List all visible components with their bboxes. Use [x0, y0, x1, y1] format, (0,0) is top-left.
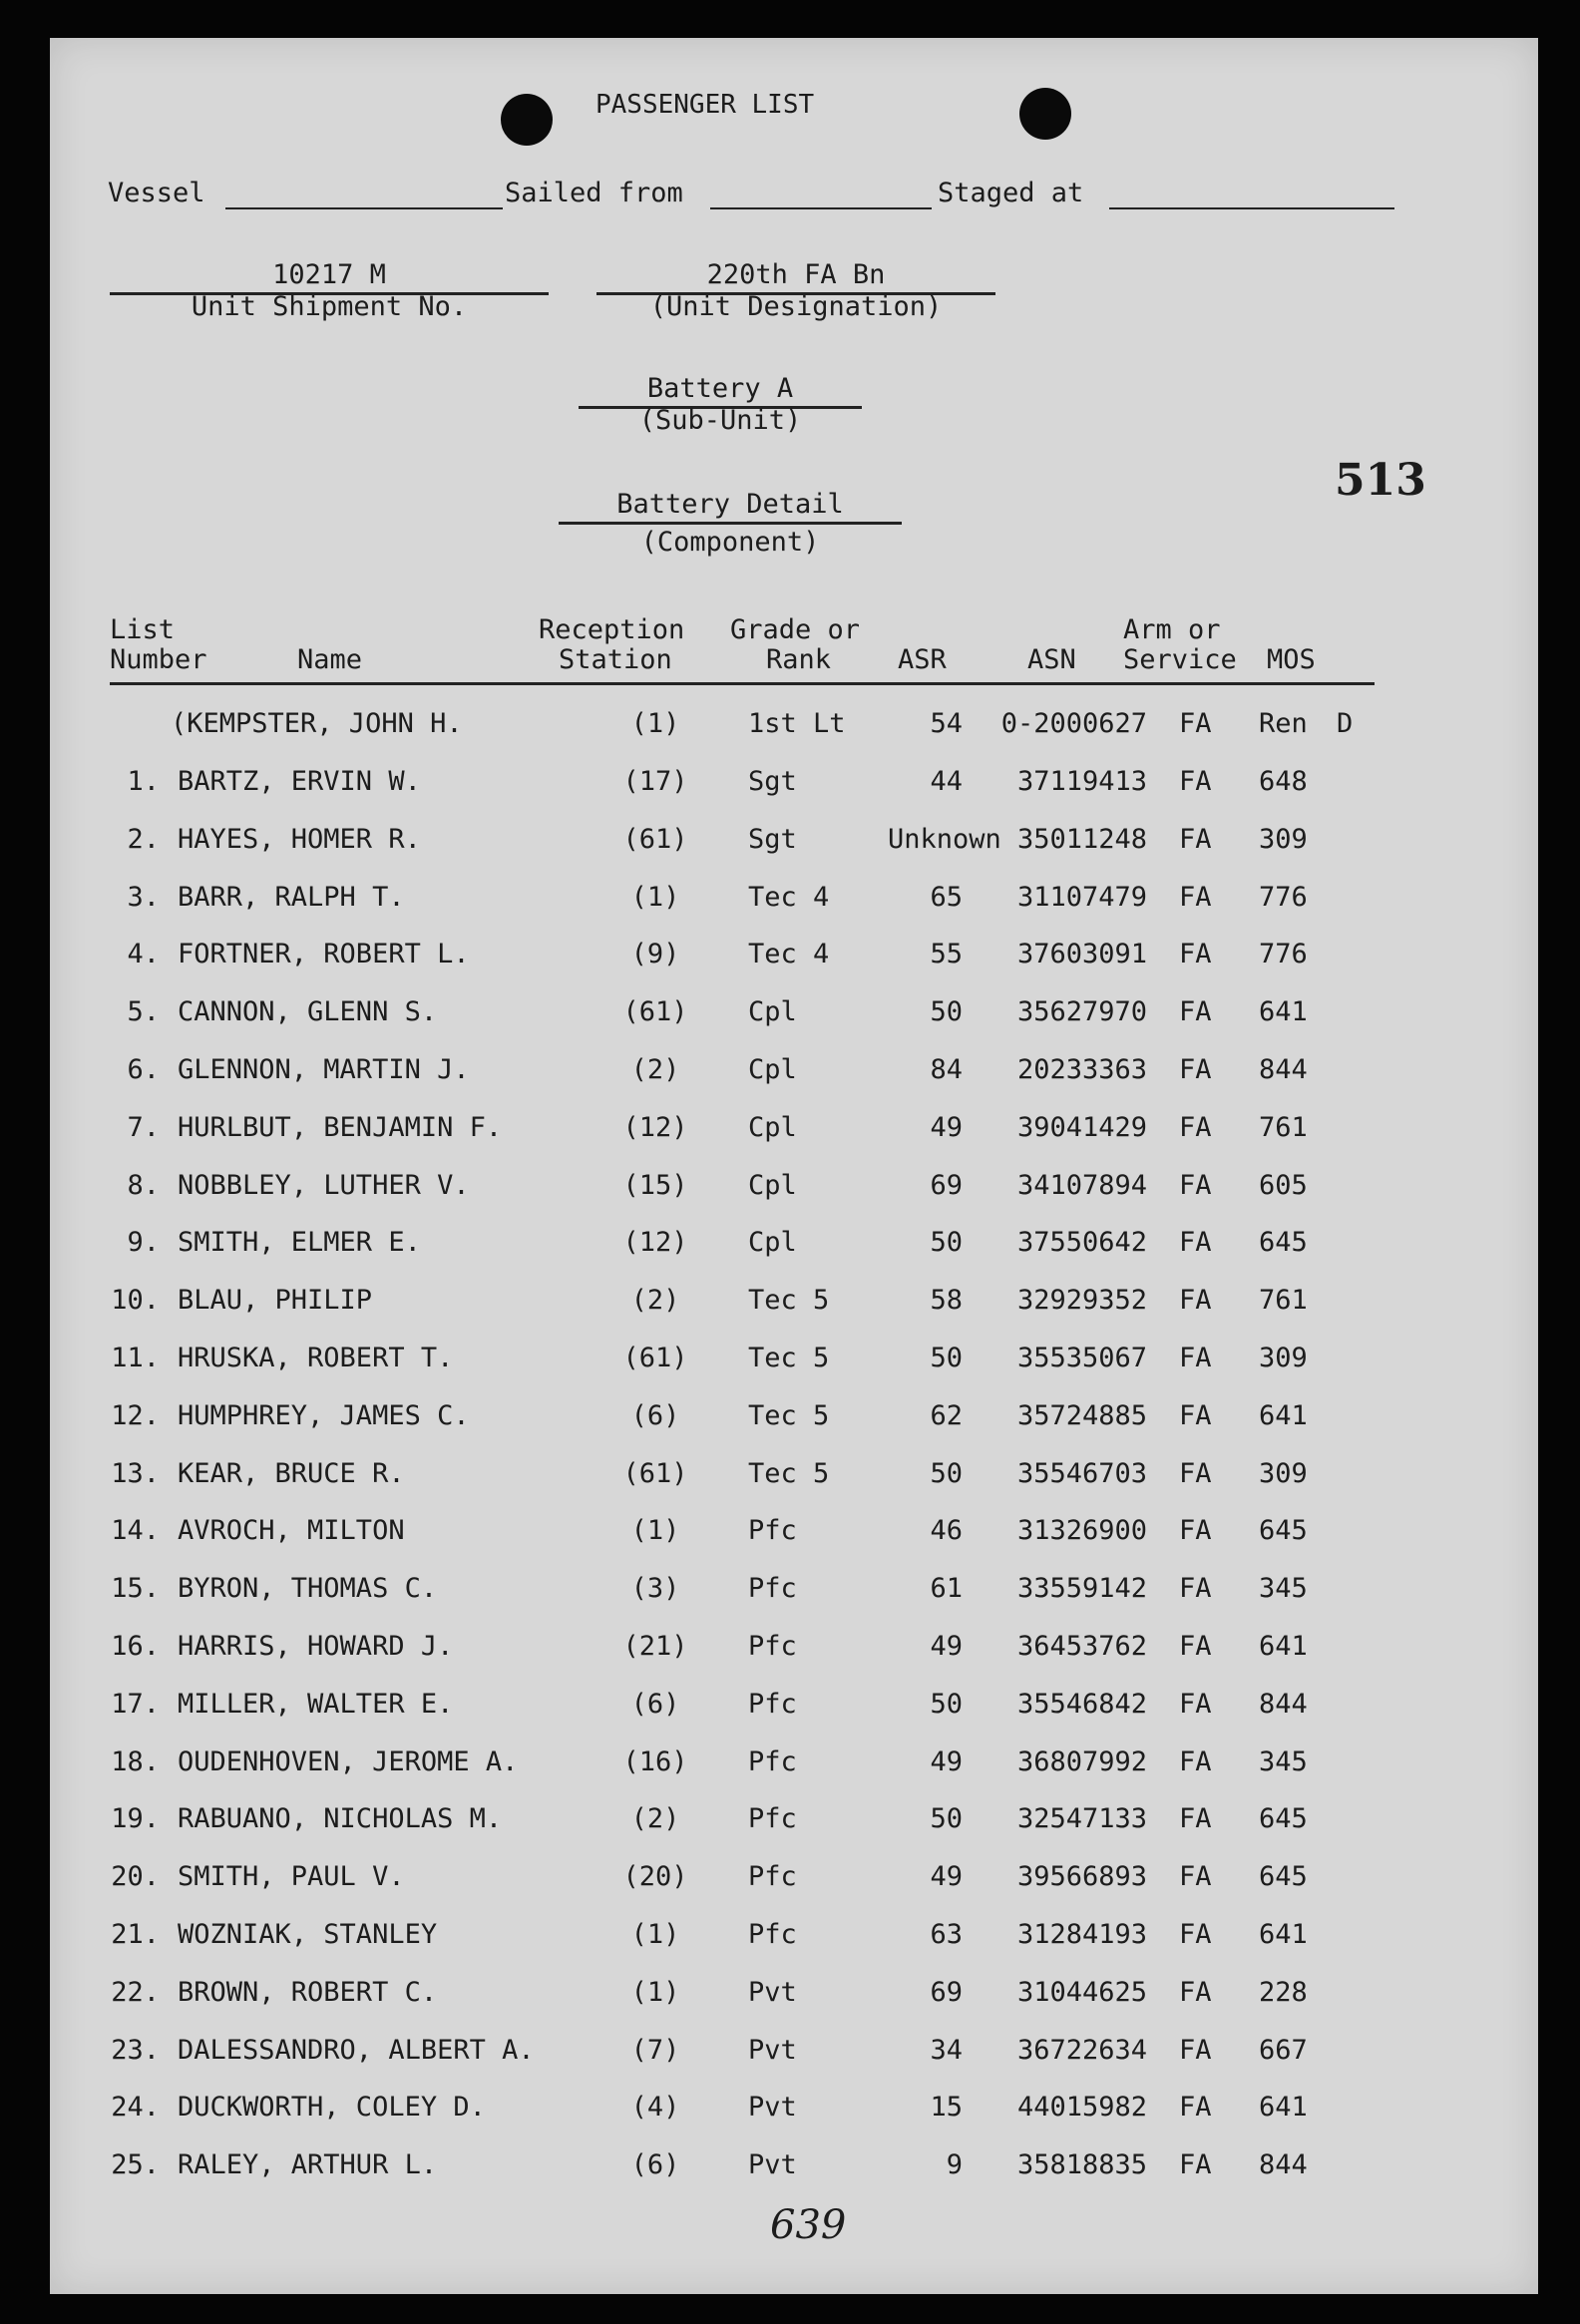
list-number: 20. [111, 1861, 160, 1892]
table-row [50, 1631, 1538, 1671]
list-number: 2. [127, 824, 160, 855]
arm-service: FA [1179, 2035, 1212, 2066]
list-number: 11. [111, 1343, 160, 1373]
punch-hole-left [501, 94, 553, 146]
list-number: 1. [127, 766, 160, 797]
mos: 605 [1259, 1170, 1308, 1201]
sub-unit-label: (Sub-Unit) [638, 405, 802, 436]
asr: 49 [930, 1112, 963, 1143]
grade: Pfc [748, 1861, 797, 1892]
header-asr: ASR [898, 644, 947, 675]
component-rule [559, 522, 902, 525]
officer-asn: 0-2000627 [1000, 708, 1147, 739]
list-number: 24. [111, 2092, 160, 2123]
table-row [50, 1746, 1538, 1786]
arm-service: FA [1179, 1977, 1212, 2008]
asn: 35546703 [1016, 1458, 1147, 1489]
vessel-label: Vessel [108, 178, 205, 208]
arm-service: FA [1179, 1573, 1212, 1604]
grade: Cpl [748, 1227, 797, 1258]
officer-station: (1) [630, 708, 680, 739]
reception-station: (17) [622, 766, 688, 797]
reception-station: (12) [622, 1112, 688, 1143]
grade: Pvt [748, 2092, 797, 2123]
asn: 37550642 [1016, 1227, 1147, 1258]
officer-arm: FA [1179, 708, 1212, 739]
header-asn: ASN [1027, 644, 1076, 675]
mos: 648 [1259, 766, 1308, 797]
list-number: 16. [111, 1631, 160, 1662]
reception-station: (6) [630, 1400, 680, 1431]
list-number: 14. [111, 1515, 160, 1546]
grade: Pfc [748, 1803, 797, 1834]
table-row [50, 1977, 1538, 2017]
mos: 645 [1259, 1227, 1308, 1258]
reception-station: (1) [630, 1515, 680, 1546]
passenger-name: RABUANO, NICHOLAS M. [178, 1803, 503, 1834]
asr: 65 [930, 882, 963, 913]
list-number: 21. [111, 1919, 160, 1950]
mos: 641 [1259, 1631, 1308, 1662]
page-title: PASSENGER LIST [595, 90, 815, 120]
asn: 31284193 [1016, 1919, 1147, 1950]
table-row [50, 1170, 1538, 1210]
passenger-name: BLAU, PHILIP [178, 1285, 373, 1316]
asr: 50 [930, 1227, 963, 1258]
reception-station: (2) [630, 1803, 680, 1834]
asn: 20233363 [1016, 1054, 1147, 1085]
asn: 39041429 [1016, 1112, 1147, 1143]
reception-station: (1) [630, 1977, 680, 2008]
document-page [50, 38, 1538, 2294]
arm-service: FA [1179, 1919, 1212, 1950]
mos: 645 [1259, 1515, 1308, 1546]
officer-grade: 1st Lt [748, 708, 846, 739]
list-number: 25. [111, 2149, 160, 2180]
asr: Unknown [888, 824, 1001, 855]
list-number: 3. [127, 882, 160, 913]
arm-service: FA [1179, 1746, 1212, 1777]
header-mos: MOS [1267, 644, 1316, 675]
mos: 844 [1259, 1054, 1308, 1085]
list-number: 19. [111, 1803, 160, 1834]
grade: Pvt [748, 2149, 797, 2180]
asr: 62 [930, 1400, 963, 1431]
header-grade-or: Grade or [730, 614, 861, 645]
asr: 69 [930, 1977, 963, 2008]
list-number: 18. [111, 1746, 160, 1777]
grade: Pfc [748, 1515, 797, 1546]
list-number: 15. [111, 1573, 160, 1604]
asr: 50 [930, 1458, 963, 1489]
arm-service: FA [1179, 1689, 1212, 1720]
asn: 35011248 [1016, 824, 1147, 855]
mos: 776 [1259, 882, 1308, 913]
asn: 31326900 [1016, 1515, 1147, 1546]
table-row [50, 1803, 1538, 1843]
unit-shipment-number: 10217 M [272, 259, 386, 290]
reception-station: (1) [630, 1919, 680, 1950]
asn: 31107479 [1016, 882, 1147, 913]
arm-service: FA [1179, 1400, 1212, 1431]
mos: 345 [1259, 1746, 1308, 1777]
grade: Pfc [748, 1689, 797, 1720]
arm-service: FA [1179, 1285, 1212, 1316]
punch-hole-right [1019, 88, 1071, 140]
header-list: List [110, 614, 176, 645]
list-number: 6. [127, 1054, 160, 1085]
reception-station: (16) [622, 1746, 688, 1777]
asn: 35818835 [1016, 2149, 1147, 2180]
header-service: Service [1123, 644, 1237, 675]
passenger-name: HARRIS, HOWARD J. [178, 1631, 454, 1662]
mos: 641 [1259, 2092, 1308, 2123]
mos: 309 [1259, 1343, 1308, 1373]
mos: 761 [1259, 1285, 1308, 1316]
passenger-name: BYRON, THOMAS C. [178, 1573, 438, 1604]
passenger-name: BROWN, ROBERT C. [178, 1977, 438, 2008]
reception-station: (15) [622, 1170, 688, 1201]
table-row [50, 882, 1538, 922]
passenger-name: SMITH, PAUL V. [178, 1861, 405, 1892]
arm-service: FA [1179, 1054, 1212, 1085]
grade: Pfc [748, 1746, 797, 1777]
mos: 345 [1259, 1573, 1308, 1604]
table-row [50, 1343, 1538, 1382]
list-number: 4. [127, 939, 160, 969]
table-row [50, 1400, 1538, 1440]
arm-service: FA [1179, 1631, 1212, 1662]
grade: Tec 5 [748, 1400, 830, 1431]
asn: 44015982 [1016, 2092, 1147, 2123]
officer-mos-suffix: D [1337, 708, 1354, 739]
header-station: Station [559, 644, 672, 675]
unit-shipment-label: Unit Shipment No. [191, 291, 468, 322]
passenger-name: SMITH, ELMER E. [178, 1227, 421, 1258]
asn: 36807992 [1016, 1746, 1147, 1777]
grade: Tec 4 [748, 939, 830, 969]
list-number: 22. [111, 1977, 160, 2008]
grade: Pvt [748, 2035, 797, 2066]
passenger-name: KEAR, BRUCE R. [178, 1458, 405, 1489]
grade: Sgt [748, 766, 797, 797]
mos: 228 [1259, 1977, 1308, 2008]
arm-service: FA [1179, 2149, 1212, 2180]
header-rule [110, 682, 1375, 685]
asr: 69 [930, 1170, 963, 1201]
asr: 9 [946, 2149, 963, 2180]
reception-station: (21) [622, 1631, 688, 1662]
arm-service: FA [1179, 1515, 1212, 1546]
mos: 309 [1259, 824, 1308, 855]
table-row [50, 1227, 1538, 1267]
handwritten-page-number: 639 [770, 2202, 847, 2248]
mos: 641 [1259, 1919, 1308, 1950]
list-number: 12. [111, 1400, 160, 1431]
asn: 35546842 [1016, 1689, 1147, 1720]
table-row [50, 1689, 1538, 1729]
grade: Pfc [748, 1631, 797, 1662]
staged-at-label: Staged at [938, 178, 1084, 208]
grade: Cpl [748, 1054, 797, 1085]
passenger-name: DUCKWORTH, COLEY D. [178, 2092, 486, 2123]
passenger-name: GLENNON, MARTIN J. [178, 1054, 470, 1085]
table-row [50, 1112, 1538, 1152]
asn: 36722634 [1016, 2035, 1147, 2066]
passenger-name: NOBBLEY, LUTHER V. [178, 1170, 470, 1201]
reception-station: (2) [630, 1285, 680, 1316]
unit-designation: 220th FA Bn [706, 259, 886, 290]
reception-station: (1) [630, 882, 680, 913]
arm-service: FA [1179, 2092, 1212, 2123]
header-name: Name [297, 644, 363, 675]
asn: 35627970 [1016, 996, 1147, 1027]
passenger-name: DALESSANDRO, ALBERT A. [178, 2035, 535, 2066]
arm-service: FA [1179, 882, 1212, 913]
passenger-name: HAYES, HOMER R. [178, 824, 421, 855]
mos: 844 [1259, 2149, 1308, 2180]
header-number: Number [110, 644, 207, 675]
reception-station: (61) [622, 1343, 688, 1373]
asr: 49 [930, 1746, 963, 1777]
grade: Pfc [748, 1919, 797, 1950]
arm-service: FA [1179, 996, 1212, 1027]
grade: Cpl [748, 1170, 797, 1201]
reception-station: (2) [630, 1054, 680, 1085]
list-number: 8. [127, 1170, 160, 1201]
mos: 309 [1259, 1458, 1308, 1489]
reception-station: (6) [630, 1689, 680, 1720]
reception-station: (61) [622, 996, 688, 1027]
table-row [50, 1458, 1538, 1498]
arm-service: FA [1179, 1343, 1212, 1373]
asn: 37119413 [1016, 766, 1147, 797]
sailed-from-blank [710, 207, 932, 209]
asr: 50 [930, 1343, 963, 1373]
asr: 63 [930, 1919, 963, 1950]
component: Battery Detail [616, 489, 844, 520]
passenger-name: AVROCH, MILTON [178, 1515, 405, 1546]
mos: 761 [1259, 1112, 1308, 1143]
grade: Sgt [748, 824, 797, 855]
passenger-name: OUDENHOVEN, JEROME A. [178, 1746, 519, 1777]
table-row [50, 939, 1538, 978]
table-row [50, 824, 1538, 864]
officer-mos: Ren [1259, 708, 1308, 739]
asr: 61 [930, 1573, 963, 1604]
arm-service: FA [1179, 766, 1212, 797]
mos: 776 [1259, 939, 1308, 969]
asr: 49 [930, 1861, 963, 1892]
arm-service: FA [1179, 1803, 1212, 1834]
reception-station: (7) [630, 2035, 680, 2066]
list-number: 23. [111, 2035, 160, 2066]
mos: 645 [1259, 1803, 1308, 1834]
arm-service: FA [1179, 939, 1212, 969]
grade: Tec 5 [748, 1285, 830, 1316]
table-row [50, 996, 1538, 1036]
mos: 641 [1259, 1400, 1308, 1431]
arm-service: FA [1179, 1112, 1212, 1143]
officer-name: (KEMPSTER, JOHN H. [171, 708, 463, 739]
list-number: 10. [111, 1285, 160, 1316]
passenger-name: RALEY, ARTHUR L. [178, 2149, 438, 2180]
reception-station: (20) [622, 1861, 688, 1892]
page-stamp-number: 513 [1335, 455, 1426, 506]
list-number: 7. [127, 1112, 160, 1143]
mos: 645 [1259, 1861, 1308, 1892]
list-number: 9. [127, 1227, 160, 1258]
reception-station: (12) [622, 1227, 688, 1258]
asr: 50 [930, 1689, 963, 1720]
arm-service: FA [1179, 1458, 1212, 1489]
grade: Pvt [748, 1977, 797, 2008]
officer-asr: 54 [930, 708, 963, 739]
asn: 34107894 [1016, 1170, 1147, 1201]
asr: 46 [930, 1515, 963, 1546]
asr: 44 [930, 766, 963, 797]
asn: 32929352 [1016, 1285, 1147, 1316]
table-row [50, 766, 1538, 806]
officer-row [50, 708, 1538, 748]
asn: 36453762 [1016, 1631, 1147, 1662]
reception-station: (9) [630, 939, 680, 969]
asn: 35535067 [1016, 1343, 1147, 1373]
asr: 34 [930, 2035, 963, 2066]
asr: 55 [930, 939, 963, 969]
table-row [50, 1861, 1538, 1901]
sub-unit: Battery A [646, 373, 794, 404]
table-row [50, 1515, 1538, 1555]
passenger-name: HRUSKA, ROBERT T. [178, 1343, 454, 1373]
mos: 667 [1259, 2035, 1308, 2066]
passenger-name: FORTNER, ROBERT L. [178, 939, 470, 969]
asn: 35724885 [1016, 1400, 1147, 1431]
table-row [50, 1054, 1538, 1094]
grade: Tec 4 [748, 882, 830, 913]
asn: 39566893 [1016, 1861, 1147, 1892]
unit-designation-label: (Unit Designation) [649, 291, 943, 322]
vessel-blank [225, 207, 503, 209]
asn: 33559142 [1016, 1573, 1147, 1604]
component-label: (Component) [640, 527, 820, 558]
reception-station: (4) [630, 2092, 680, 2123]
reception-station: (3) [630, 1573, 680, 1604]
asn: 37603091 [1016, 939, 1147, 969]
staged-at-blank [1109, 207, 1394, 209]
passenger-name: BARTZ, ERVIN W. [178, 766, 421, 797]
asr: 58 [930, 1285, 963, 1316]
grade: Cpl [748, 996, 797, 1027]
table-row [50, 1285, 1538, 1325]
grade: Tec 5 [748, 1343, 830, 1373]
table-row [50, 1919, 1538, 1959]
arm-service: FA [1179, 824, 1212, 855]
arm-service: FA [1179, 1227, 1212, 1258]
passenger-name: MILLER, WALTER E. [178, 1689, 454, 1720]
reception-station: (61) [622, 1458, 688, 1489]
header-rank: Rank [766, 644, 832, 675]
passenger-name: HUMPHREY, JAMES C. [178, 1400, 470, 1431]
arm-service: FA [1179, 1170, 1212, 1201]
passenger-name: BARR, RALPH T. [178, 882, 405, 913]
passenger-name: WOZNIAK, STANLEY [178, 1919, 438, 1950]
passenger-name: CANNON, GLENN S. [178, 996, 438, 1027]
grade: Tec 5 [748, 1458, 830, 1489]
asr: 49 [930, 1631, 963, 1662]
grade: Cpl [748, 1112, 797, 1143]
reception-station: (61) [622, 824, 688, 855]
asn: 31044625 [1016, 1977, 1147, 2008]
list-number: 5. [127, 996, 160, 1027]
asn: 32547133 [1016, 1803, 1147, 1834]
list-number: 13. [111, 1458, 160, 1489]
arm-service: FA [1179, 1861, 1212, 1892]
table-row [50, 2149, 1538, 2189]
asr: 50 [930, 1803, 963, 1834]
header-arm-or: Arm or [1123, 614, 1221, 645]
asr: 50 [930, 996, 963, 1027]
asr: 84 [930, 1054, 963, 1085]
table-row [50, 1573, 1538, 1613]
table-row [50, 2092, 1538, 2131]
header-reception: Reception [539, 614, 685, 645]
table-row [50, 2035, 1538, 2075]
mos: 641 [1259, 996, 1308, 1027]
mos: 844 [1259, 1689, 1308, 1720]
list-number: 17. [111, 1689, 160, 1720]
grade: Pfc [748, 1573, 797, 1604]
asr: 15 [930, 2092, 963, 2123]
passenger-name: HURLBUT, BENJAMIN F. [178, 1112, 503, 1143]
reception-station: (6) [630, 2149, 680, 2180]
sailed-from-label: Sailed from [505, 178, 683, 208]
